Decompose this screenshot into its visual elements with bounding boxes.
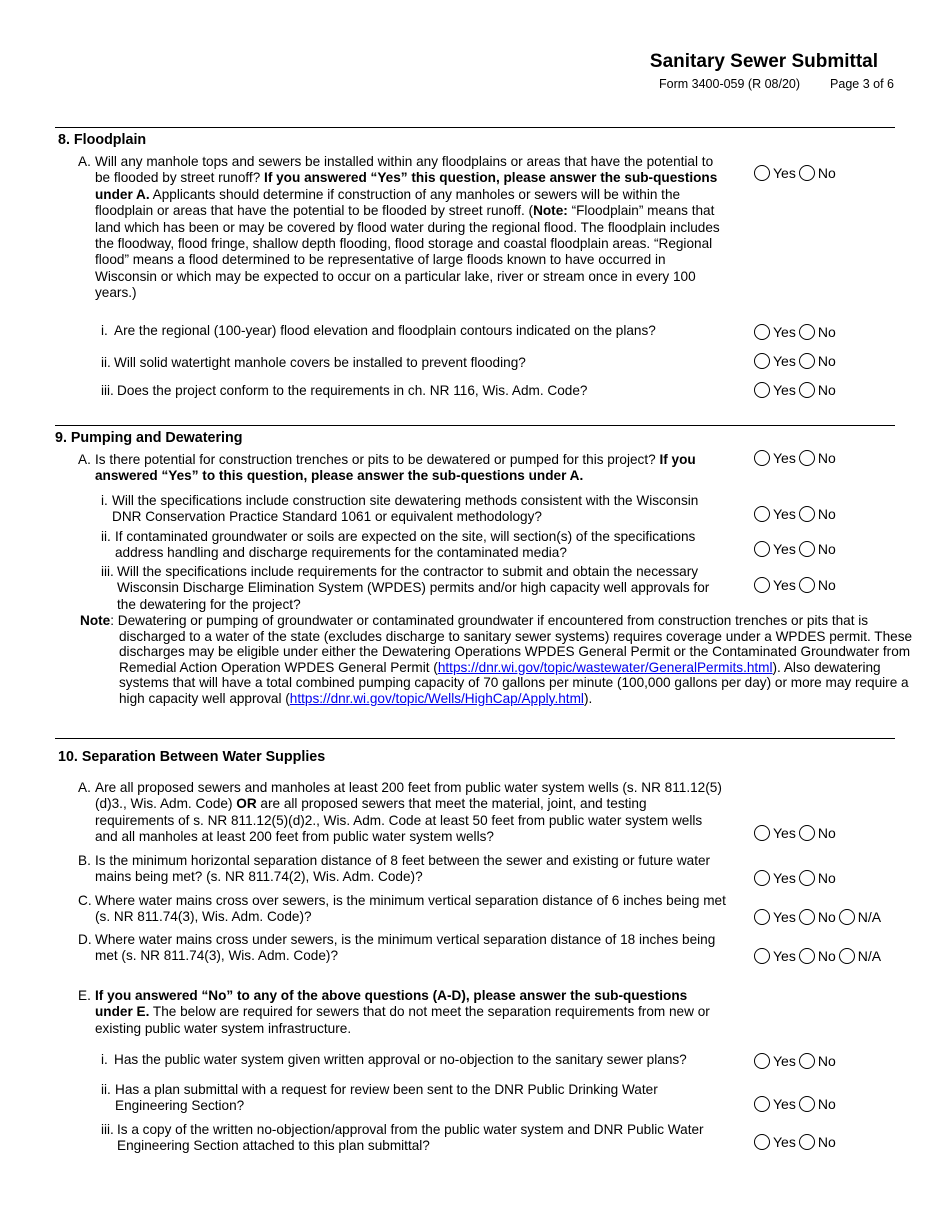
radio-button[interactable] <box>799 1134 815 1150</box>
radio-group-9a-i <box>754 506 839 522</box>
question-label: E. <box>78 988 91 1003</box>
question-text: Will solid watertight manhole covers be installed to prevent flooding? <box>114 355 526 370</box>
option-label: N/A <box>857 909 882 925</box>
no-option[interactable] <box>799 506 836 522</box>
text-run: ). Also dewatering systems that will have a total combined pumping capacity of 70 gallons per minute (100,000 gallons per day) or more may require a high capacity well approval ( <box>119 659 909 706</box>
radio-button[interactable] <box>754 870 770 886</box>
question-text: Has a plan submittal with a request for review been sent to the DNR Public Drinking Water Engineering Section? <box>115 1082 658 1114</box>
radio-button[interactable] <box>754 1096 770 1112</box>
form-number-line <box>659 77 894 91</box>
question-label: ii. <box>101 355 111 370</box>
question-text: Has the public water system given written approval or no-objection to the sanitary sewer plans? <box>114 1052 687 1067</box>
question-text: Is the minimum horizontal separation distance of 8 feet between the sewer and existing or future water mains being met? (s. NR 811.74(2), Wis. Adm. Code)? <box>95 853 711 885</box>
question-text: If contaminated groundwater or soils are expected on the site, will section(s) of the specifications address handling and discharge requirements for the contaminated media? <box>115 529 696 561</box>
question-9a <box>78 452 726 485</box>
radio-button[interactable] <box>799 948 815 964</box>
no-option[interactable] <box>799 1096 836 1112</box>
yes-option[interactable] <box>754 450 796 466</box>
question-9a-i <box>101 493 726 526</box>
radio-button[interactable] <box>754 948 770 964</box>
yes-option[interactable] <box>754 324 796 340</box>
option-label: Yes <box>773 324 796 340</box>
radio-button[interactable] <box>799 825 815 841</box>
no-option[interactable] <box>799 450 836 466</box>
radio-group-10a <box>754 825 839 841</box>
question-10e-i <box>101 1052 726 1068</box>
no-option[interactable] <box>799 948 836 964</box>
option-label: No <box>817 165 836 181</box>
question-text: Is a copy of the written no-objection/approval from the public water system and DNR Public Water Engineering Section attached to this plan submittal? <box>117 1122 704 1154</box>
yes-option[interactable] <box>754 506 796 522</box>
radio-button[interactable] <box>839 909 855 925</box>
radio-group-10d <box>754 948 884 964</box>
question-9a-ii <box>101 529 726 562</box>
yes-option[interactable] <box>754 909 796 925</box>
question-label: iii. <box>101 564 114 579</box>
radio-button[interactable] <box>799 870 815 886</box>
text-run: : Dewatering or pumping of groundwater or contaminated groundwater if encountered from construction trenches or pits that is discharged to a water of the state (excludes discharge to sanitary sewer systems) requires coverage under a WPDES permit. These discharges may be eligible under either the Dewatering Operations WPDES General Permit or the Contaminated Groundwater from Remedial Action Operation WPDES General Permit ( <box>110 613 913 675</box>
radio-group-8a-i <box>754 324 839 340</box>
option-label: Yes <box>773 909 796 925</box>
text-run: Are all proposed sewers and manholes at least 200 feet from public water system wells (s. NR 811.12(5)(d)3., Wis. Adm. Code) <box>95 780 722 812</box>
question-label: D. <box>78 932 92 947</box>
option-label: No <box>817 825 836 841</box>
question-text: Are the regional (100-year) flood elevation and floodplain contours indicated on the plans? <box>114 323 656 338</box>
question-label: i. <box>101 1052 108 1067</box>
option-label: Yes <box>773 506 796 522</box>
text-run: Is there potential for construction trenches or pits to be dewatered or pumped for this project? <box>95 452 660 467</box>
option-label: Yes <box>773 1134 796 1150</box>
radio-button[interactable] <box>754 450 770 466</box>
radio-button[interactable] <box>799 541 815 557</box>
radio-button[interactable] <box>799 165 815 181</box>
question-text <box>95 988 726 1037</box>
option-label: No <box>817 1053 836 1069</box>
radio-group-9a-ii <box>754 541 839 557</box>
section-divider <box>55 127 895 128</box>
radio-group-10c <box>754 909 884 925</box>
option-label: Yes <box>773 165 796 181</box>
radio-button[interactable] <box>799 353 815 369</box>
radio-group-9a <box>754 450 839 466</box>
radio-button[interactable] <box>754 825 770 841</box>
na-option[interactable] <box>839 948 881 964</box>
text-run: Applicants should determine if construction of any manholes or sewers will be within the floodplain or areas that have the potential to be flooded by street runoff. ( <box>95 186 681 219</box>
question-10d <box>78 932 726 965</box>
radio-button[interactable] <box>754 353 770 369</box>
radio-button[interactable] <box>754 1053 770 1069</box>
no-option[interactable] <box>799 165 836 181</box>
option-label: Yes <box>773 1053 796 1069</box>
question-label: A. <box>78 780 91 795</box>
form-number: Form 3400-059 (R 08/20) <box>659 77 801 91</box>
no-option[interactable] <box>799 382 836 398</box>
yes-option[interactable] <box>754 870 796 886</box>
no-option[interactable] <box>799 541 836 557</box>
dewatering-note <box>80 613 934 706</box>
radio-button[interactable] <box>799 1053 815 1069</box>
yes-option[interactable] <box>754 577 796 593</box>
no-option[interactable] <box>799 1053 836 1069</box>
no-option[interactable] <box>799 577 836 593</box>
radio-button[interactable] <box>799 909 815 925</box>
radio-button[interactable] <box>754 541 770 557</box>
radio-group-9a-iii <box>754 577 839 593</box>
radio-group-10b <box>754 870 839 886</box>
yes-option[interactable] <box>754 165 796 181</box>
yes-option[interactable] <box>754 825 796 841</box>
question-label: iii. <box>101 1122 114 1137</box>
option-label: Yes <box>773 1096 796 1112</box>
radio-group-8a-ii <box>754 353 839 369</box>
no-option[interactable] <box>799 324 836 340</box>
text-run: OR <box>236 796 257 812</box>
radio-group-8a-iii <box>754 382 839 398</box>
yes-option[interactable] <box>754 382 796 398</box>
page-number: Page 3 of 6 <box>830 77 894 91</box>
question-label: ii. <box>101 1082 111 1097</box>
no-option[interactable] <box>799 1134 836 1150</box>
question-text: Will the specifications include requirements for the contractor to submit and obtain the necessary Wisconsin Discharge Elimination System (WPDES) permits and/or high capacity well approvals for the dewatering for the project? <box>117 564 710 612</box>
question-label: iii. <box>101 383 114 398</box>
radio-button[interactable] <box>799 577 815 593</box>
option-label: No <box>817 577 836 593</box>
question-8a-i <box>101 323 731 339</box>
text-run: The below are required for sewers that do not meet the separation requirements from new or existing public water system infrastructure. <box>95 1004 710 1036</box>
option-label: No <box>817 324 836 340</box>
radio-button[interactable] <box>799 506 815 522</box>
high-cap-apply-link[interactable]: https://dnr.wi.gov/topic/Wells/HighCap/Apply.html <box>289 690 584 706</box>
yes-option[interactable] <box>754 1096 796 1112</box>
question-label: C. <box>78 893 92 908</box>
radio-button[interactable] <box>799 450 815 466</box>
yes-option[interactable] <box>754 541 796 557</box>
option-label: Yes <box>773 870 796 886</box>
option-label: Yes <box>773 450 796 466</box>
option-label: No <box>817 1134 836 1150</box>
option-label: N/A <box>857 948 882 964</box>
text-run: ). <box>583 690 593 706</box>
radio-group-10e-ii <box>754 1096 839 1112</box>
yes-option[interactable] <box>754 948 796 964</box>
radio-button[interactable] <box>754 324 770 340</box>
option-label: Yes <box>773 948 796 964</box>
option-label: No <box>817 353 836 369</box>
text-run: Note: <box>533 203 568 219</box>
radio-group-10e-iii <box>754 1134 839 1150</box>
question-label: i. <box>101 493 108 508</box>
no-option[interactable] <box>799 909 836 925</box>
question-9a-iii <box>101 564 726 613</box>
question-label: B. <box>78 853 91 868</box>
question-text <box>95 154 726 302</box>
option-label: Yes <box>773 353 796 369</box>
text-run: If you answered “Yes” this question, please answer the sub-questions under A. <box>95 170 718 202</box>
option-label: No <box>817 506 836 522</box>
radio-button[interactable] <box>799 324 815 340</box>
question-10e-ii <box>101 1082 726 1115</box>
question-10b <box>78 853 726 886</box>
radio-group-8a <box>754 165 839 181</box>
question-label: i. <box>101 323 108 338</box>
section-divider <box>55 425 895 426</box>
option-label: No <box>817 909 836 925</box>
option-label: No <box>817 541 836 557</box>
option-label: Yes <box>773 825 796 841</box>
question-10c <box>78 893 726 926</box>
option-label: No <box>817 870 836 886</box>
question-10a <box>78 780 726 846</box>
section-9-title: 9. Pumping and Dewatering <box>55 430 243 446</box>
option-label: No <box>817 948 836 964</box>
section-8-title: 8. Floodplain <box>58 132 147 148</box>
question-text: Does the project conform to the requirements in ch. NR 116, Wis. Adm. Code? <box>117 383 588 398</box>
option-label: No <box>817 450 836 466</box>
question-8a-ii <box>101 355 731 371</box>
general-permits-link[interactable]: https://dnr.wi.gov/topic/wastewater/GeneralPermits.html <box>437 659 773 675</box>
question-text: Where water mains cross under sewers, is the minimum vertical separation distance of 18 inches being met (s. NR 811.74(3), Wis. Adm. Code)? <box>95 932 716 964</box>
note-label: Note <box>80 613 111 628</box>
option-label: Yes <box>773 382 796 398</box>
no-option[interactable] <box>799 353 836 369</box>
question-8a <box>78 154 726 302</box>
yes-option[interactable] <box>754 1053 796 1069</box>
option-label: No <box>817 1096 836 1112</box>
text-run: If you answered “No” to any of the above questions (A-D), please answer the sub-questions under E. <box>95 988 688 1020</box>
section-divider <box>55 738 895 739</box>
radio-button[interactable] <box>754 382 770 398</box>
question-text <box>95 452 726 485</box>
question-10e <box>78 988 726 1037</box>
text-run: are all proposed sewers that meet the material, joint, and testing requirements of s. NR 811.12(5)(d)2., Wis. Adm. Code at least 50 feet from public water system wells and all manholes at least 200 feet from public water system wells? <box>95 796 703 845</box>
question-8a-iii <box>101 383 731 399</box>
option-label: Yes <box>773 541 796 557</box>
radio-button[interactable] <box>754 165 770 181</box>
text-run: Will any manhole tops and sewers be installed within any floodplains or areas that have the potential to be flooded by street runoff? <box>95 154 714 186</box>
question-label: A. <box>78 452 91 467</box>
option-label: Yes <box>773 577 796 593</box>
question-text <box>95 780 726 846</box>
radio-button[interactable] <box>754 909 770 925</box>
question-10e-iii <box>101 1122 726 1155</box>
radio-button[interactable] <box>754 1134 770 1150</box>
question-text: Will the specifications include construction site dewatering methods consistent with the Wisconsin DNR Conservation Practice Standard 1061 or equivalent methodology? <box>112 493 699 525</box>
radio-button[interactable] <box>799 1096 815 1112</box>
section-10-title: 10. Separation Between Water Supplies <box>58 749 326 765</box>
form-title: Sanitary Sewer Submittal <box>649 51 878 72</box>
option-label: No <box>817 382 836 398</box>
radio-button[interactable] <box>754 577 770 593</box>
radio-button[interactable] <box>799 382 815 398</box>
question-label: ii. <box>101 529 111 544</box>
na-option[interactable] <box>839 909 881 925</box>
no-option[interactable] <box>799 870 836 886</box>
no-option[interactable] <box>799 825 836 841</box>
question-text: Where water mains cross over sewers, is the minimum vertical separation distance of 6 inches being met (s. NR 811.74(3), Wis. Adm. Code)? <box>95 893 726 925</box>
text-run: “Floodplain” means that land which has been or may be covered by flood water during the regional flood. The floodplain includes the floodway, flood fringe, shallow depth flooding, flood storage and coastal floodplain areas. “Regional flood” means a flood determined to be representative of large floods known to have occurred in Wisconsin or which may be expected to occur on a particular lake, river or stream once in every 100 years.) <box>95 203 720 301</box>
radio-button[interactable] <box>754 506 770 522</box>
question-label: A. <box>78 154 91 169</box>
yes-option[interactable] <box>754 1134 796 1150</box>
radio-button[interactable] <box>839 948 855 964</box>
radio-group-10e-i <box>754 1053 839 1069</box>
yes-option[interactable] <box>754 353 796 369</box>
text-run: If you answered “Yes” to this question, please answer the sub-questions under A. <box>95 452 696 484</box>
